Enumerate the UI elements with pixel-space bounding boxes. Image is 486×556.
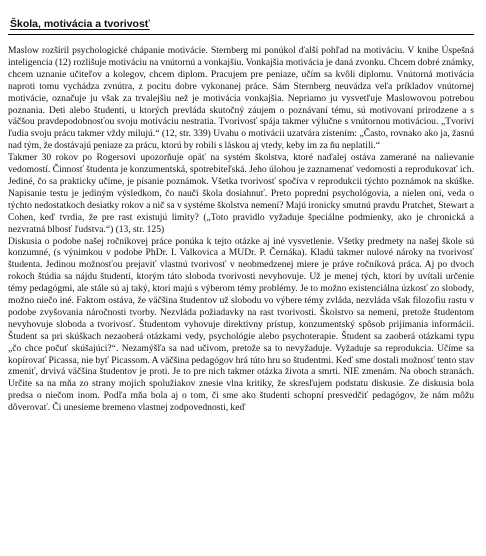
title-divider xyxy=(8,34,474,35)
paragraph-3: Diskusia o podobe našej ročníkovej práce ponúka k tejto otázke aj iné vysvetlenie. Všetky predmety na našej škole sú konzumné, (s výnimkou v podobe PhDr. I. Valkovica a MUDr. P. Černáka). Kladú takmer nulové nároky na tvorivosť študenta. Jedinou možnosťou prejaviť vlastnú tvorivosť v neobmedzenej miere je práve ročníková práca. Aj po dvoch rokoch štúdia sa nájdu študenti, ktorým táto sloboda tvorivosti nevyhovuje. Už je menej tých, ktorí by uvítali určenie témy pedagógmi, ale stále sú aj taký, ktorí majú s výberom témy problémy. Je to možno existenciálna úzkosť zo slobody, možno niečo iné. Faktom ostáva, že väčšina študentov už slobodu vo výbere témy zvláda, nezvláda však filozofiu rastu v podobe zvyšovania náročnosti tvorby. Nezvláda požiadavky na rast tvorivosti. Školstvo sa nemení, pretože študentom nevyhovuje sloboda a tvorivosť. Študentom vyhovuje direktívny prístup, konzumentský spôsob prijímania informácii. Študent sa pri skúškach nezaoberá otázkami vedy, psychológie alebo psychoterapie. Študent sa zaoberá otázkami typu „čo chce počuť skúšajúci?“. Nezamýšľa sa nad učivom, pretože sa to nevyžaduje. Vyžaduje sa reprodukcia. Učíme sa kopírovať Picassa, nie byť Picassom. A väčšina pedagógov hrá túto hru so študentmi. Keď sme dostali možnosť tento stav zmeniť, drvivá väčšina študentov je proti. Je to pre nich takmer otázka života a smrti. NIE zmenám. Na oboch stranách. Určite sa na mňa zo strany mojich spolužiakov znesie vlna kritiky, že skresľujem podstatu diskusie. Ze diskusia bola predsa o niečom inom. Podľa mňa bola aj o tom, či sme ako študenti schopní presvedčiť pedagógov, že nám môžu dôverovať. Či unesieme bremeno vlastnej zodpovednosti, keď xyxy=(8,235,474,414)
paragraph-1: Maslow rozšíril psychologické chápanie motivácie. Sternberg mi ponúkol ďalší pohľad na motiváciu. V knihe Úspešná inteligencia (12) rozlišuje motiváciu na vnútornú a vonkajšiu. Vonkajšia motivácia je daná zvonku. Chcem dobré známky, chcem uznanie učiteľov a kolegov, chcem diplom. Pracujem pre peniaze, učím sa kvôli diplomu. Vnútorná motivácia naproti tomu vychádza zvnútra, z pocitu dobre vykonanej práce. Sám Sternberg neuvádza veľa príkladov vnútornej motivácie, označuje ju však za trvalejšiu než je motivácia vonkajšia. Nepriamo ju vysvetľuje Maslowovou potrebou poznania. Deti alebo študenti, u ktorých prevláda skutočný záujem o poznávaní tému, sú motivovaní prirodzene a s väčšou pravdepodobnosťou svoju motiváciu nestratia. Tvorivosť spája takmer výlučne s vnútornou motiváciou. „Tvoriví ľudia svoju prácu takmer vždy milujú.“ (12, str. 339) Uvahu o motivácii uzatvára zistením: „Často, rovnako ako ja, žasnú nad tým, že dostávajú peniaze za prácu, ktorú by robili s láskou aj vtedy, keby im za ňu neplatili.“ xyxy=(8,45,474,152)
paragraph-2: Takmer 30 rokov po Rogersovi upozorňuje opäť na systém školstva, ktoré naďalej ostáva zamerané na nalievanie vedomostí. Činnosť študenta je konzumentská, spotrebiteľská. Jeho úlohou je zaznamenať vedomosti a reprodukovať ich. Jediné, čo sa prakticky učíme, je písanie poznámok. Všetka tvorivosť spočíva v reprodukcii týchto poznámok na skúške. Napisanie testu je jediným výsledkom, čo naučí škola dosiahnuť. Preto popredni psychológovia, a nielen oni, veda o týchto nedostatkoch desiatky rokov a nič sa v systéme školstva nemení? Majú ironicky smutnú pravdu Pratchet, Stewart a Cohen, keď tvrdia, že pre rast existujú limity? („Toto pravidlo vyžaduje špeciálne podmienky, ako je chronická a nezvratná blbosť ľudstva.“) (13, str. 125) xyxy=(8,152,474,235)
document-title: Škola, motivácia a tvorivosť xyxy=(10,18,150,30)
